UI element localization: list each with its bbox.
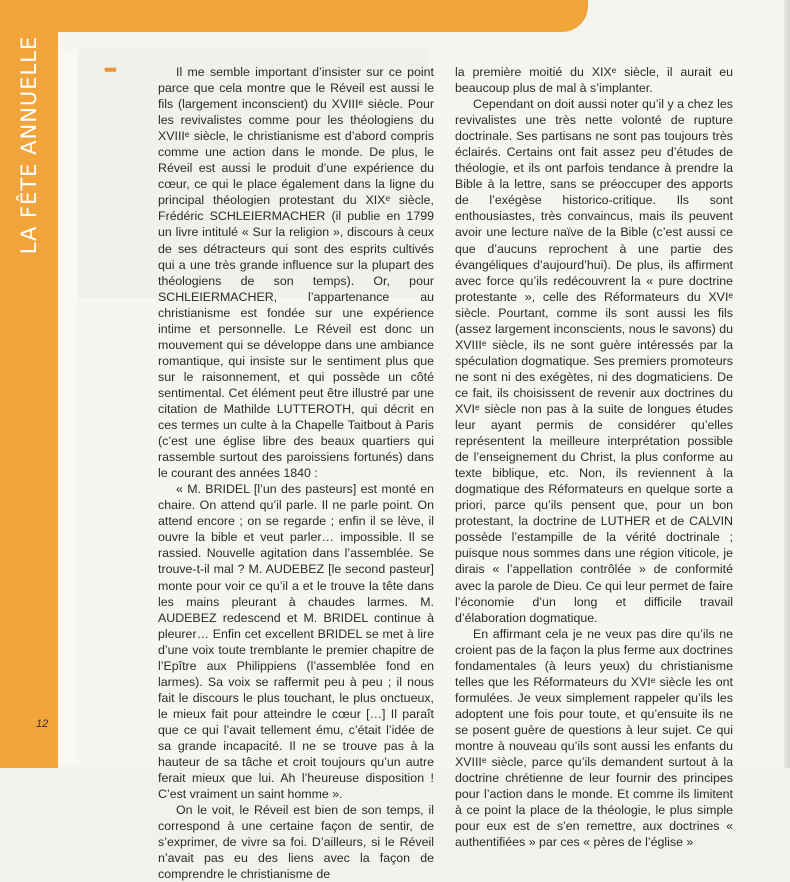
- left-text-column: [158, 64, 434, 882]
- paragraph-quote: « M. BRIDEL [l’un des pasteurs] est monté en chaire. On attend qu’il parle. Il ne parle point. On attend encore ; on se regarde ; enfin il se lève, il ouvre la bible et veut parler… impossible. Il se rassied. Nouvelle agitation dans l’assemblée. Se trouve-t-il mal ? M. AUDEBEZ [le second pasteur] monte pour voir ce qu’il a et le trouve la tête dans les mains pleurant à chaudes larmes. M. AUDEBEZ redescend et M. BRIDEL continue à pleurer… Enfin cet excellent BRIDEL se met à lire d’une voix toute tremblante le premier chapitre de l’Epître aux Philippiens (l’assemblée fond en larmes). Sa voix se raffermit peu à peu ; il nous fait le discours le plus touchant, le plus onctueux, le mieux fait pour atteindre le cœur […] Il paraît que ce qui l’avait tellement ému, c’était l’idée de sa grande incapacité. Il ne se trouve pas à la hauteur de sa tâche et croit toujours qu’un autre ferait mieux que lui. Ah l’heureuse disposition ! C’est vraiment un saint homme ».: [158, 482, 434, 802]
- right-text-column: [455, 64, 733, 850]
- page-number: 12: [36, 718, 49, 730]
- orange-top-band: [58, 0, 588, 32]
- left-gutter: [58, 50, 78, 765]
- paragraph: On le voit, le Réveil est bien de son temps, il correspond à une certaine façon de sentir, de s’exprimer, de vivre sa foi. D’ailleurs, si le Réveil n’avait pas eu des liens avec la façon de comprendre le christianisme de: [158, 803, 434, 882]
- paragraph: Il me semble important d’insister sur ce point parce que cela montre que le Réveil est aussi le fils (largement inconscient) du XVIIIᵉ siècle. Pour les revivalistes comme pour les théologiens du XVIIIᵉ siècle, le christianisme est d’abord compris comme une action dans le monde. De plus, le Réveil est aussi le produit d’une expérience du cœur, ce qui le place également dans la ligne du principal théologien protestant du XIXᵉ siècle, Frédéric SCHLEIERMACHER (il publie en 1799 un livre intitulé « Sur la religion », discours à ceux de ses détracteurs qui sont des esprits cultivés qui a une très grande influence sur la plupart des théologiens de son temps). Or, pour SCHLEIERMACHER, l’appartenance au christianisme est fondée sur une expérience intime et personnelle. Le Réveil est donc un mouvement qui se développe dans une ambiance romantique, qui insiste sur le sentiment plus que sur le raisonnement, et qui possède un côté sentimental. Cet élément peut être illustré par une citation de Mathilde LUTTEROTH, qui décrit en ces termes un culte à la Chapelle Taitbout à Paris (c’est une église libre des beaux quartiers qui rassemble surtout des paroissiens fortunés) dans le courant des années 1840 :: [158, 65, 434, 481]
- section-title-text: LA FÊTE ANNUELLE: [17, 35, 41, 255]
- decorative-dots-icon: •••: [104, 62, 115, 79]
- page-edge-shadow: [784, 0, 790, 768]
- paragraph: la première moitié du XIXᵉ siècle, il aurait eu beaucoup plus de mal à s’implanter.: [455, 65, 733, 96]
- section-title-vertical: [8, 20, 50, 270]
- paragraph: En affirmant cela je ne veux pas dire qu’ils ne croient pas de la façon la plus ferme aux doctrines fondamentales (à leurs yeux) du christianisme telles que les Réformateurs du XVIᵉ siècle les ont formulées. Je veux simplement rappeler qu’ils les adoptent une fois pour toute, et qu’ensuite ils ne se posent guère de questions à leur sujet. Ce qui montre à nouveau qu’ils sont aussi les enfants du XVIIIᵉ siècle, parce qu’ils demandent surtout à la doctrine chrétienne de leur fournir des principes pour l’action dans le monde. Et comme ils limitent à ce point la place de la théologie, le plus simple pour eux est de s’en remettre, aux doctrines « authentifiées » par ces « pères de l’église »: [455, 626, 733, 850]
- paragraph: Cependant on doit aussi noter qu’il y a chez les revivalistes une très nette volonté de rupture doctrinale. Ses partisans ne sont pas toujours très éclairés. Certains ont fait assez peu d’études de théologie, et ils ont parfois tendance à prendre la Bible à la lettre, sans se préoccuper des apports de l’exégèse historico-critique. Ils sont enthousiastes, très convaincus, mais ils peuvent avoir une lecture naïve de la Bible (c’est aussi ce que d’aucuns reprochent à une partie des évangéliques d’aujourd’hui). De plus, ils affirment avec force qu’ils redécouvrent la « pure doctrine protestante », celle des Réformateurs du XVIᵉ siècle. Pourtant, comme ils sont aussi les fils (assez largement inconscients, nous le savons) du XVIIIᵉ siècle, ils ne sont guère intéressés par la spéculation dogmatique. Ses premiers promoteurs ne sont ni des exégètes, ni des dogmaticiens. De ce fait, ils choisissent de revenir aux doctrines du XVIᵉ siècle non pas à la suite de longues études leur ayant permis de considérer qu’elles représentent la meilleure interprétation possible de l’enseignement du Christ, la plus conforme au texte biblique, etc. Non, ils reviennent à la dogmatique des Réformateurs en quelque sorte a priori, parce qu’ils pensent que, pour un bon protestant, la doctrine de LUTHER et de CALVIN possède l’estampille de la vérité doctrinale ; puisque nous sommes dans une région viticole, je dirais « l’appellation contrôlée » de conformité avec la parole de Dieu. Ce qui leur permet de faire l’économie d’un long et difficile travail d’élaboration dogmatique.: [455, 97, 733, 625]
